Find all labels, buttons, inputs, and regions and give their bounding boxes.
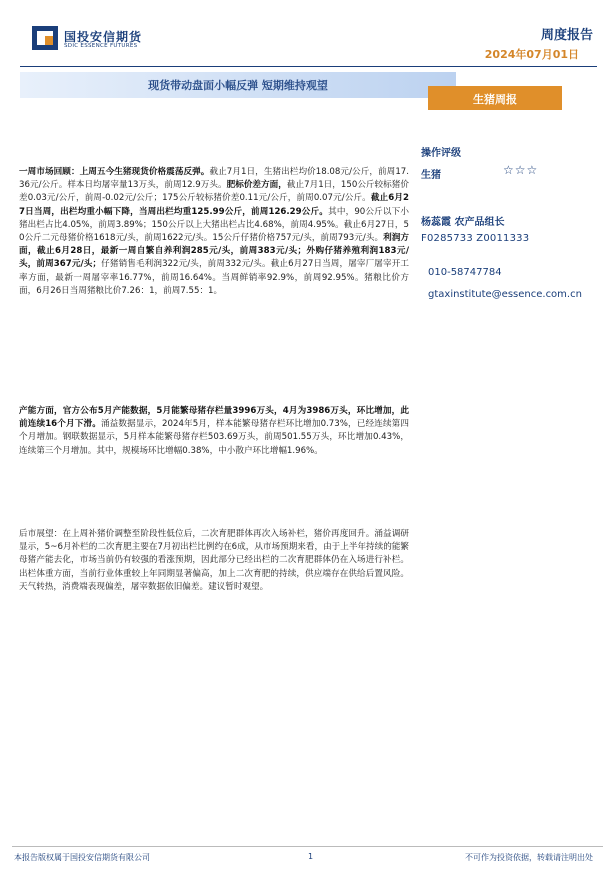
page-number: 1 — [308, 852, 314, 861]
rating-stars-icon: ☆☆☆ — [503, 163, 539, 177]
text-segment: 后市展望：在上周补猪价调整至阶段性低位后，二次育肥群体再次入场补栏，猪价再度回升。涌益调研显示，5~6月补栏的二次育肥主要在7月初出栏比例约在6成，从市场预期来看，由于上半年持续的能繁母猪产能去化，市场当前仍有较强的看涨预期，因此部分已经出栏的二次育肥群体仍在入场进行补栏。出栏体重方面，当前行业体重较上年同期显著偏高，加上二次育肥的持续，供应端存在供给后置风险。天气转热，消费端表现偏差，屠宰数据依旧偏差。建议暂时观望。 — [19, 529, 410, 592]
report-type: 周度报告 — [540, 28, 593, 43]
bold-text-segment: 截止6月27日当周，出栏均重小幅下降，当周出栏均重125.99公斤，前周126.29公斤。 — [19, 193, 410, 217]
analyst-name: 杨蕊霞 农产品组长 — [421, 217, 505, 228]
weekly-review-paragraph — [19, 166, 409, 298]
footer-divider — [12, 846, 603, 847]
copyright-notice: 本报告版权属于国投安信期货有限公司 — [14, 853, 150, 862]
disclaimer-notice: 不可作为投资依据，转载请注明出处 — [465, 853, 593, 862]
text-segment: 仔猪销售毛利润322元/头，前周332元/头。截止6月27日当周，屠宰厂屠宰开工率方面，最新一周屠宰率16.77%，前周16.64%。当周鲜销率92.9%，前周92.95%。猪粮比价方面，6月26日当周猪粮比价7.26：1，前周7.55：1。 — [19, 259, 409, 296]
bold-text-segment: 产能方面，官方公布5月产能数据，5月能繁母猪存栏量3996万头，4月为3986万头，环比增加，此前连续16个月下滑。 — [19, 406, 409, 430]
text-segment: 其中，90公斤以下小猪出栏占比4.05%，前周3.89%；150公斤以上大猪出栏占比4.68%，前周4.95%。截止6月27日，50公斤二元母猪价格1618元/头，前周1622元/头。15公斤仔猪价格757元/头，前周793元/头。 — [19, 206, 410, 244]
bold-text-segment: 肥标价差方面， — [226, 180, 287, 191]
analyst-certificate: F0285733 Z0011333 — [421, 233, 530, 244]
analyst-email[interactable]: gtaxinstitute@essence.com.cn — [428, 289, 582, 300]
capacity-paragraph — [19, 405, 409, 458]
company-name-cn: 国投安信期货 — [64, 30, 143, 44]
text-segment: 截止7月1日，150公斤较标猪价差0.03元/公斤，前周-0.02元/公斤；175公斤较标猪价差0.11元/公斤，前周0.07元/公斤。 — [19, 180, 409, 204]
report-title: 现货带动盘面小幅反弹 短期维持观望 — [148, 79, 328, 92]
text-segment: 截止7月1日，生猪出栏均价18.08元/公斤，前周17.36元/公斤。样本日均屠宰量13万头，前周12.9万头。 — [19, 167, 409, 191]
header-divider — [20, 66, 597, 67]
company-logo-icon — [32, 26, 58, 50]
outlook-paragraph — [19, 528, 409, 594]
rating-item: 生猪 — [421, 170, 441, 181]
company-name-en: SDIC ESSENCE FUTURES — [64, 43, 138, 49]
report-date: 2024年07月01日 — [484, 48, 579, 61]
bold-text-segment: 利润方面，截止6月28日，最新一周自繁自养利润285元/头，前周383元/头；外购仔猪养殖利润183元/头，前周367元/头； — [19, 233, 409, 270]
report-category: 生猪周报 — [473, 93, 517, 106]
text-segment: 涌益数据显示，2024年5月，样本能繁母猪存栏环比增加0.73%，已经连续第四个月增加。钢联数据显示，5月样本能繁母猪存栏503.69万头，前周501.55万头，环比增加0.43%，连续第三个月增加。其中，规模场环比增幅0.38%，中小散户环比增幅1.96%。 — [19, 419, 409, 456]
analyst-phone: 010-58747784 — [428, 267, 502, 278]
rating-title: 操作评级 — [421, 148, 461, 159]
bold-text-segment: 一周市场回顾：上周五今生猪现货价格震荡反弹。 — [19, 167, 210, 177]
